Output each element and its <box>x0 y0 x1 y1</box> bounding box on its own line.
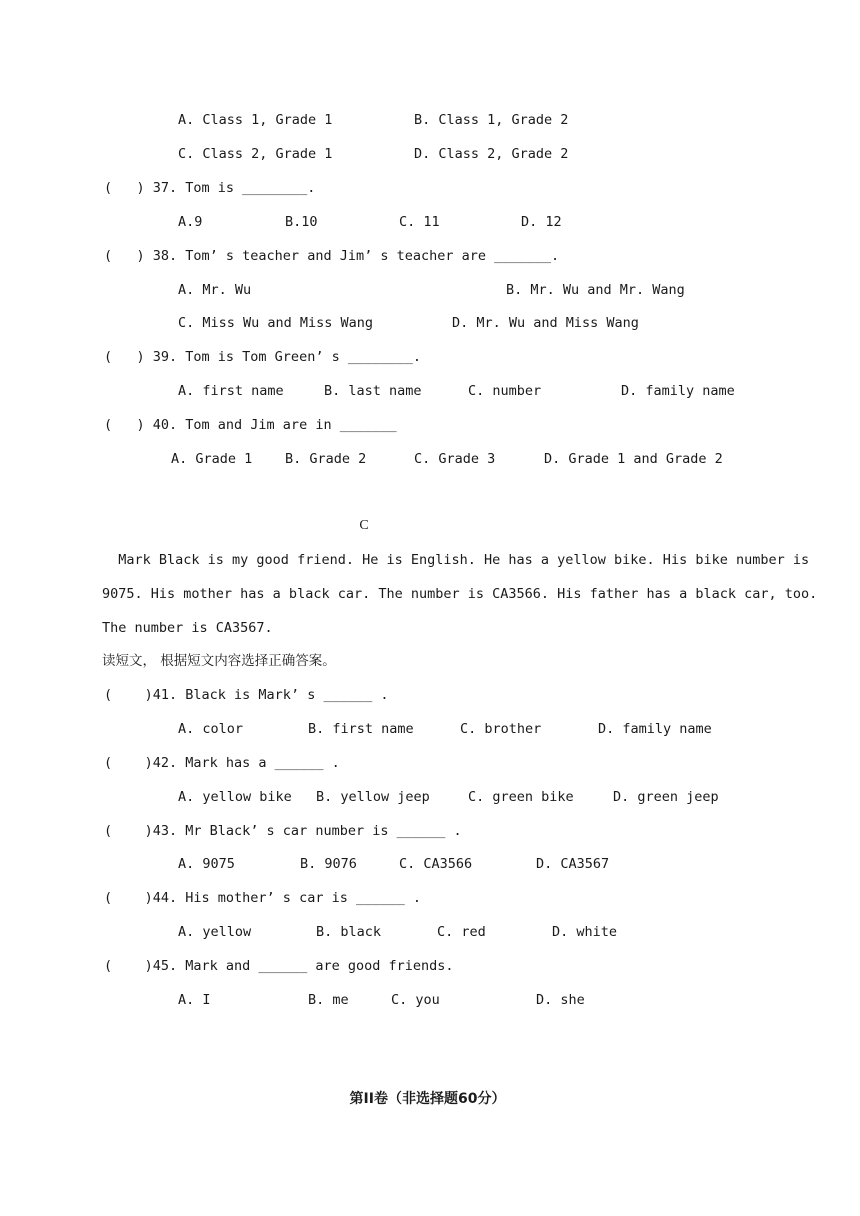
q44-option-d: D. white <box>552 924 618 940</box>
part-two-title: 第II卷（非选择题60分） <box>349 1091 506 1107</box>
q44-option-b: B. black <box>316 924 382 940</box>
q37-option-d: D. 12 <box>521 214 562 230</box>
q43-option-d: D. CA3567 <box>536 856 610 872</box>
q41-stem: ( )41. Black is Mark’ s ______ . <box>104 687 389 703</box>
q39-option-d: D. family name <box>621 383 735 399</box>
q42-stem: ( )42. Mark has a ______ . <box>104 755 340 771</box>
q45-option-d: D. she <box>536 992 585 1008</box>
q40-option-d: D. Grade 1 and Grade 2 <box>544 451 723 467</box>
q42-option-a: A. yellow bike <box>178 789 292 805</box>
section-c-title: C <box>359 518 369 533</box>
q41-option-b: B. first name <box>308 721 414 737</box>
q40-option-b: B. Grade 2 <box>285 451 367 467</box>
q40-stem: ( ) 40. Tom and Jim are in _______ <box>104 417 397 433</box>
q39-stem: ( ) 39. Tom is Tom Green’ s ________. <box>104 349 421 365</box>
q39-option-a: A. first name <box>178 383 284 399</box>
q45-option-a: A. I <box>178 992 211 1008</box>
q41-option-a: A. color <box>178 721 244 737</box>
q45-option-c: C. you <box>391 992 440 1008</box>
q38-option-d: D. Mr. Wu and Miss Wang <box>452 315 639 331</box>
q44-stem: ( )44. His mother’ s car is ______ . <box>104 890 421 906</box>
passage-line-2: 9075. His mother has a black car. The number is CA3566. His father has a black car, too. <box>102 586 818 602</box>
q38-stem: ( ) 38. Tom’ s teacher and Jim’ s teacher are _______. <box>104 248 560 264</box>
q37-option-c: C. 11 <box>399 214 440 230</box>
q41-option-d: D. family name <box>598 721 712 737</box>
q42-option-c: C. green bike <box>468 789 574 805</box>
q36-option-c: C. Class 2, Grade 1 <box>178 146 333 162</box>
q43-option-a: A. 9075 <box>178 856 235 872</box>
q44-option-c: C. red <box>437 924 486 940</box>
q43-option-b: B. 9076 <box>300 856 357 872</box>
passage-line-1: Mark Black is my good friend. He is English. He has a yellow bike. His bike number is <box>102 552 810 568</box>
q40-option-a: A. Grade 1 <box>171 451 253 467</box>
q37-option-a: A.9 <box>178 214 203 230</box>
q36-option-b: B. Class 1, Grade 2 <box>414 112 569 128</box>
q43-stem: ( )43. Mr Black’ s car number is ______ . <box>104 823 462 839</box>
q39-option-c: C. number <box>468 383 542 399</box>
q44-option-a: A. yellow <box>178 924 252 940</box>
q37-stem: ( ) 37. Tom is ________. <box>104 180 316 196</box>
instruction: 读短文， 根据短文内容选择正确答案。 <box>102 653 336 669</box>
q45-option-b: B. me <box>308 992 349 1008</box>
q36-option-a: A. Class 1, Grade 1 <box>178 112 333 128</box>
q39-option-b: B. last name <box>324 383 422 399</box>
q38-option-b: B. Mr. Wu and Mr. Wang <box>506 282 685 298</box>
q38-option-a: A. Mr. Wu <box>178 282 252 298</box>
q37-option-b: B.10 <box>285 214 318 230</box>
q42-option-d: D. green jeep <box>613 789 719 805</box>
q40-option-c: C. Grade 3 <box>414 451 496 467</box>
q36-option-d: D. Class 2, Grade 2 <box>414 146 569 162</box>
q45-stem: ( )45. Mark and ______ are good friends. <box>104 958 454 974</box>
passage-line-3: The number is CA3567. <box>102 620 273 636</box>
q42-option-b: B. yellow jeep <box>316 789 430 805</box>
q43-option-c: C. CA3566 <box>399 856 473 872</box>
q38-option-c: C. Miss Wu and Miss Wang <box>178 315 374 331</box>
q41-option-c: C. brother <box>460 721 542 737</box>
